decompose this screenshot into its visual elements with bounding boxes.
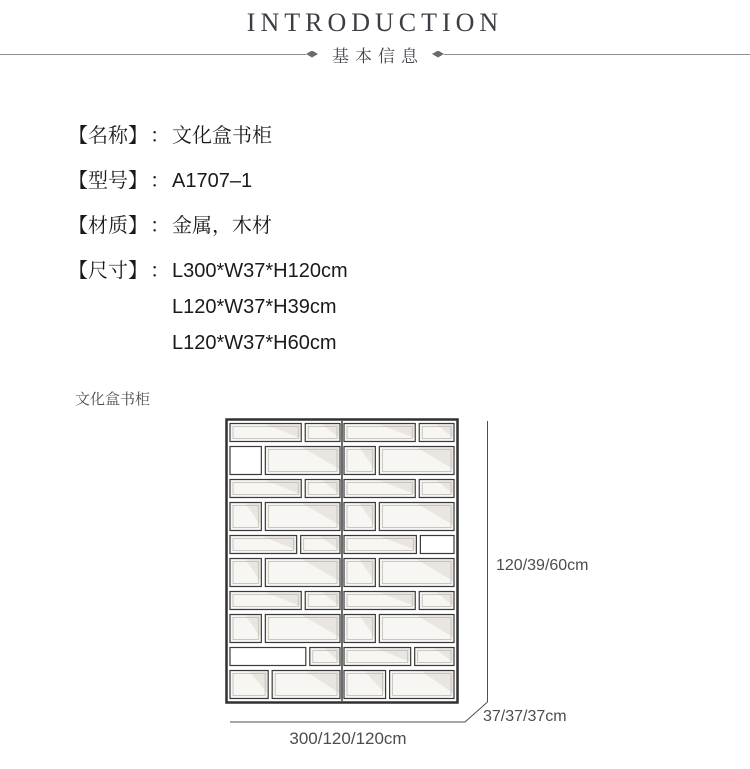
spec-value: A1707–1 [172,170,253,192]
page-title: INTRODUCTION [246,8,504,37]
spec-label: 【名称】 [68,125,148,147]
shelf-cell [230,559,261,587]
shelf-cell [230,648,306,666]
spec-colon: ： [150,125,170,147]
shelf-cell [230,592,301,610]
left-diamond-icon [306,51,318,58]
depth-dimension-label: 37/37/37cm [483,708,567,725]
shelf-cell [344,559,375,587]
shelf-cell [419,424,454,442]
spec-row-material [68,214,348,238]
shelf-cell [379,503,454,531]
spec-value: 金属，木材 [172,215,272,237]
spec-label: 【型号】 [68,170,148,192]
shelf-cell [379,447,454,475]
shelf-cell [230,615,261,643]
shelf-cell [344,480,415,498]
shelf-cell [419,480,454,498]
spec-row-model [68,169,348,193]
spec-row-size [68,259,348,355]
spec-value: L120*W37*H60cm [172,332,337,354]
shelf-cell [301,536,340,554]
section-subtitle: 基本信息 [332,46,424,66]
shelf-cell [230,480,301,498]
spec-value: L120*W37*H39cm [172,296,337,318]
figure-caption: 文化盒书柜 [75,391,151,408]
shelf-cell [390,671,454,699]
spec-label: 【材质】 [68,215,148,237]
width-dimension-label: 300/120/120cm [289,729,407,748]
shelf-cell [230,536,297,554]
right-diamond-icon [432,51,444,58]
shelf-cell [272,671,340,699]
shelf-cell [419,592,454,610]
spec-value: L300*W37*H120cm [172,260,348,282]
shelf-cell [379,559,454,587]
shelf-cell [420,536,454,554]
shelf-cell [230,447,261,475]
shelf-cell [305,480,340,498]
spec-value: 文化盒书柜 [172,125,272,147]
shelf-cell [344,671,386,699]
shelf-cell [265,503,340,531]
shelf-cell [265,447,340,475]
spec-colon: ： [150,260,170,282]
spec-row-name [68,124,348,148]
shelf-cell [230,424,301,442]
spec-label: 【尺寸】 [68,260,148,282]
left-divider-line [0,54,306,55]
right-divider-line [444,54,750,55]
shelf-cell [265,559,340,587]
shelf-cell [230,503,261,531]
shelf-cell [379,615,454,643]
width-depth-dimension-line [230,702,488,722]
shelf-cell [305,424,340,442]
shelf-cell [344,648,411,666]
shelf-cell [344,503,375,531]
shelf-cell [344,536,416,554]
shelf-cell [344,592,415,610]
shelf-cell [415,648,454,666]
shelf-cell [344,447,375,475]
shelf-cell [230,671,268,699]
spec-list [68,124,348,376]
spec-colon: ： [150,215,170,237]
height-dimension-label: 120/39/60cm [496,557,589,574]
section-header [0,45,750,66]
shelf-cell [265,615,340,643]
shelf-cell [310,648,340,666]
shelf-cell [344,424,415,442]
shelf-cell [305,592,340,610]
shelf-cell [344,615,375,643]
spec-colon: ： [150,170,170,192]
